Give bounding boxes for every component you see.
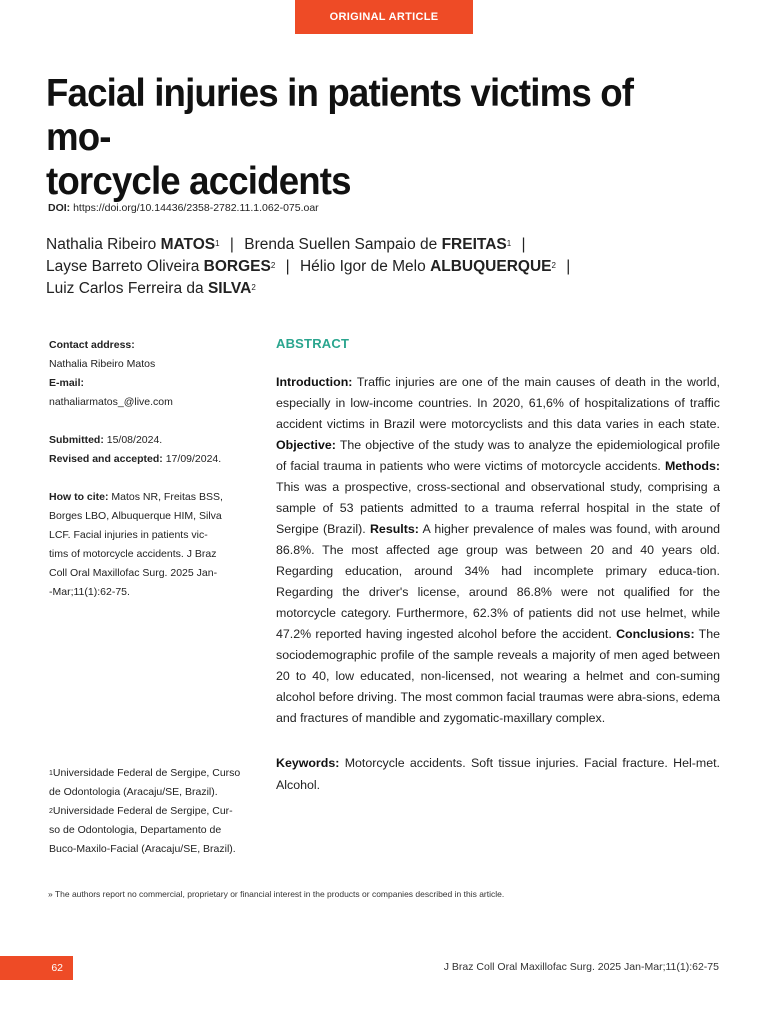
author-separator: |	[566, 258, 571, 275]
doi	[48, 202, 319, 214]
author-separator: |	[285, 258, 290, 275]
author-given: Brenda Suellen Sampaio de	[244, 236, 438, 253]
cite-text-line: tims of motorcycle accidents. J Braz	[49, 548, 217, 560]
affiliation-text: so de Odontologia, Departamento de	[49, 824, 222, 836]
author-affil-sup: 2	[251, 283, 256, 292]
affiliation-text: Universidade Federal de Sergipe, Curso	[52, 767, 241, 779]
revised-label: Revised and accepted:	[49, 453, 163, 465]
abstract-heading: ABSTRACT	[276, 336, 350, 351]
author-separator: |	[229, 236, 234, 253]
affiliation-text: Universidade Federal de Sergipe, Cur-	[52, 805, 233, 817]
article-type-badge: ORIGINAL ARTICLE	[295, 0, 473, 34]
affiliation-text: de Odontologia (Aracaju/SE, Brazil).	[49, 786, 218, 798]
cite-text-line: Coll Oral Maxillofac Surg. 2025 Jan-	[49, 567, 218, 579]
objective-text: The objective of the study was to analyze the epidemiological profile of facial trauma in patients who were victims of motorcycle accidents.	[276, 438, 720, 473]
article-title-line: torcycle accidents	[46, 160, 351, 203]
affiliation-sup: 2	[49, 808, 53, 815]
contact-label: Contact address:	[49, 339, 135, 351]
conclusions-label: Conclusions:	[616, 627, 695, 641]
keywords-text: Motorcycle accidents. Soft tissue injuries. Facial fracture. Hel-met. Alcohol.	[276, 756, 720, 792]
submitted-label: Submitted:	[49, 434, 104, 446]
article-title	[46, 72, 695, 204]
methods-label: Methods:	[664, 459, 720, 473]
author-line	[46, 234, 726, 256]
cite-label: How to cite:	[49, 491, 109, 503]
affiliation-text: Buco-Maxilo-Facial (Aracaju/SE, Brazil).	[49, 843, 236, 855]
affiliation-line	[49, 802, 244, 821]
affiliation-line	[49, 764, 244, 783]
author-given: Nathalia Ribeiro	[46, 236, 157, 253]
cite-text-line: Matos NR, Freitas BSS,	[111, 491, 223, 503]
how-to-cite	[49, 488, 244, 602]
journal-reference: J Braz Coll Oral Maxillofac Surg. 2025 Jan-Mar;11(1):62-75	[443, 961, 719, 973]
abstract-body	[276, 372, 720, 729]
author-separator: |	[521, 236, 526, 253]
doi-label: DOI:	[48, 202, 71, 214]
submitted-date: 15/08/2024.	[106, 434, 163, 446]
author-list	[46, 234, 726, 300]
author-family: FREITAS	[441, 236, 507, 253]
conclusions-text: The sociodemographic profile of the sample reveals a majority of men aged between 20 to 40, low educated, non-licensed, not wearing a helmet and con-suming alcohol before driving. The most common facial traumas were abra-sions, edema and fractures of mandible and zygomatic-maxillary complex.	[276, 627, 720, 725]
cite-text-line: -Mar;11(1):62-75.	[49, 586, 130, 598]
author-family: SILVA	[207, 280, 252, 297]
affiliations	[49, 764, 244, 859]
author-family: MATOS	[160, 236, 216, 253]
author-affil-sup: 2	[270, 261, 276, 270]
methods-text: This was a prospective, cross-sectional and observational study, comprising a sample of 53 patients admitted to a trauma referral hospital in the state of Sergipe (Brazil).	[276, 480, 720, 536]
author-given: Hélio Igor de Melo	[299, 258, 426, 275]
author-affil-sup: 2	[551, 261, 556, 270]
cite-text-line: LCF. Facial injuries in patients vic-	[49, 529, 208, 541]
author-given: Layse Barreto Oliveira	[46, 258, 200, 275]
conflict-footnote: » The authors report no commercial, proprietary or financial interest in the products or companies described in this article.	[48, 889, 505, 899]
keywords-label: Keywords:	[276, 756, 340, 770]
revised-date: 17/09/2024.	[165, 453, 222, 465]
author-given: Luiz Carlos Ferreira da	[46, 280, 204, 297]
author-line	[46, 278, 726, 300]
author-line	[46, 256, 726, 278]
objective-label: Objective:	[276, 438, 336, 452]
keywords	[276, 752, 720, 796]
author-family: BORGES	[203, 258, 271, 275]
email-label: E-mail:	[49, 377, 85, 389]
email-link[interactable]: nathaliarmatos_@live.com	[49, 396, 173, 408]
contact-name: Nathalia Ribeiro Matos	[49, 358, 156, 370]
author-affil-sup: 1	[215, 239, 220, 248]
cite-text-line: Borges LBO, Albuquerque HIM, Silva	[49, 510, 222, 522]
author-affil-sup: 1	[506, 239, 512, 248]
article-title-line: Facial injuries in patients victims of mo-	[46, 72, 634, 159]
introduction-text: Traffic injuries are one of the main causes of death in the world, especially in low-income countries. In 2020, 61,6% of hospitalizations of traffic accident victims in Brazil were motorcyclists and this data varies in each state.	[276, 375, 720, 431]
page-number: 62	[0, 956, 73, 980]
introduction-label: Introduction:	[276, 375, 353, 389]
doi-link[interactable]: https://doi.org/10.14436/2358-2782.11.1.062-075.oar	[73, 202, 319, 214]
affiliation-sup: 1	[49, 770, 53, 777]
author-family: ALBUQUERQUE	[430, 258, 552, 275]
results-label: Results:	[369, 522, 419, 536]
article-info-sidebar	[49, 336, 244, 602]
results-text: A higher prevalence of males was found, with around 86.8%. The most affected age group was between 20 and 40 years old. Regarding education, around 34% had incomplete primary educa-tion. Regarding the driver's license, around 86.8% were not qualified for the motorcycle category. Furthermore, 62.3% of patients did not use helmet, while 47.2% reported having ingested alcohol before the accident.	[276, 522, 720, 641]
